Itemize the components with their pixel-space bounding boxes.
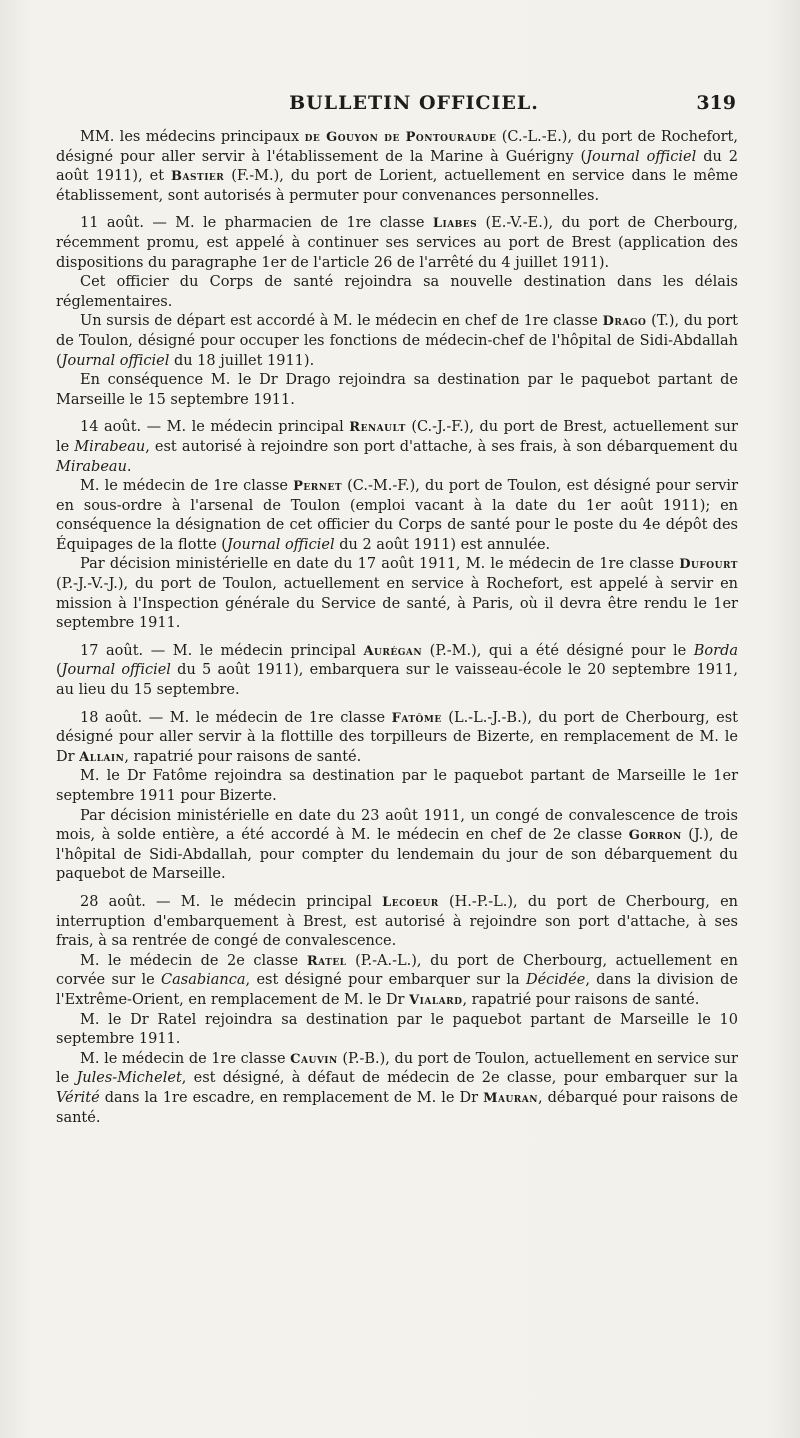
running-head: BULLETIN OFFICIEL. (289, 92, 539, 114)
paragraph (56, 273, 738, 312)
paragraph (56, 418, 738, 477)
text-run: du 5 août 1911), embarquera sur le vaisseau-école le 20 septembre 1911, au lieu du 15 septembre. (56, 662, 738, 699)
text-run: Cet officier du Corps de santé rejoindra sa nouvelle destination dans les délais réglementaires. (56, 274, 738, 310)
paragraph (56, 555, 738, 633)
paragraph (56, 767, 738, 806)
person-name: Pernet (293, 479, 343, 495)
person-name: Cauvin (290, 1051, 338, 1067)
text-run: En conséquence M. le Dr Drago rejoindra sa destination par le paquebot partant de Marseille le 15 septembre 1911. (56, 372, 738, 408)
text-run: M. le médecin de 1re classe (80, 478, 294, 495)
person-name: Vialard (409, 992, 463, 1008)
paragraph (56, 709, 738, 768)
text-run: , débarqué pour raisons de santé. (56, 1089, 738, 1126)
italic-title: Journal officiel (61, 662, 171, 679)
text-run: , est désigné pour embarquer sur la (245, 972, 526, 989)
text-run: , rapatrié pour raisons de santé. (462, 991, 700, 1008)
person-name: Lecoeur (382, 894, 439, 910)
document-body (56, 128, 738, 1128)
text-run: (P.-M.), qui a été désigné pour le (422, 642, 694, 659)
text-run: Par décision ministérielle en date du 23 août 1911, un congé de convalescence de trois mois, à solde entière, a été accordé à M. le médecin en chef de 2e classe (56, 807, 738, 844)
person-name: Drago (602, 314, 647, 330)
text-run: MM. les médecins principaux (80, 129, 305, 145)
person-name: Allain (79, 749, 125, 765)
text-run: 14 août. — M. le médecin principal (80, 419, 350, 436)
person-name: Liabes (432, 216, 478, 232)
text-run: Par décision ministérielle en date du 17 août 1911, M. le médecin de 1re classe (80, 556, 680, 573)
paragraph (56, 1050, 738, 1128)
text-run: (L.-L.-J.-B.), du port de Cherbourg, est désigné pour aller servir à la flottille des torpilleurs de Bizerte, en remplacement de M. le Dr (56, 709, 738, 765)
person-name: Aurégan (363, 643, 423, 659)
paragraph (56, 893, 738, 952)
text-run: (F.-M.), du port de Lorient, actuellement en service dans le même établissement, sont autorisés à permuter pour convenances personnelles. (56, 168, 738, 204)
text-run: M. le Dr Ratel rejoindra sa destination par le paquebot partant de Marseille le 10 septembre 1911. (56, 1011, 738, 1048)
text-run: , est désigné, à défaut de médecin de 2e classe, pour embarquer sur la (181, 1070, 738, 1087)
text-run: (C.-J.-F.), du port de Brest, actuellement sur le (56, 419, 738, 455)
text-run: 11 août. — M. le pharmacien de 1re classe (80, 215, 433, 232)
text-run: Un sursis de départ est accordé à M. le médecin en chef de 1re classe (80, 313, 603, 330)
italic-title: Décidée (525, 972, 586, 989)
person-name: Ratel (306, 953, 347, 969)
text-run: M. le médecin de 1re classe (80, 1050, 291, 1067)
paragraph (56, 952, 738, 1011)
text-run: (C.-M.-F.), du port de Toulon, est désigné pour servir en sous-ordre à l'arsenal de Toulon (emploi vacant à la date du 1er août 1911); en conséquence la désignation de cet officier du Corps de santé pour le poste du 4e dépôt des Équipages de la flotte ( (56, 478, 738, 553)
page-number: 319 (696, 92, 736, 114)
italic-title: Vérité (56, 1089, 100, 1106)
paragraph (56, 477, 738, 555)
text-run: (T.), du port de Toulon, désigné pour occuper les fonctions de médecin-chef de l'hôpital de Sidi-Abdallah ( (56, 313, 738, 369)
page-header (92, 92, 736, 118)
text-run: dans la 1re escadre, en remplacement de M. le Dr (99, 1089, 484, 1106)
paragraph (56, 642, 738, 701)
italic-title: Journal officiel (61, 352, 170, 369)
person-name: de Gouyon de Pontouraude (304, 130, 497, 145)
text-run: M. le médecin de 2e classe (80, 952, 307, 969)
text-run: (C.-L.-E.), du port de Rochefort, désigné pour aller servir à l'établissement de la Marine à Guérigny ( (56, 129, 738, 165)
italic-title: Mirabeau (56, 458, 127, 475)
person-name: Mauran (483, 1090, 538, 1106)
person-name: Dufourt (679, 557, 738, 573)
text-run: (H.-P.-L.), du port de Cherbourg, en interruption d'embarquement à Brest, est autorisé à rejoindre son port d'attache, à ses frais, à sa rentrée de congé de convalescence. (56, 893, 738, 950)
text-run: du 18 juillet 1911). (169, 352, 315, 369)
text-run: (P.-J.-V.-J.), du port de Toulon, actuellement en service à Rochefort, est appelé à servir en mission à l'Inspection générale du Service de santé, à Paris, où il devra être rendu le 1er septembre 1911. (56, 576, 738, 632)
paragraph (56, 807, 738, 885)
text-run: , rapatrié pour raisons de santé. (124, 748, 362, 765)
paragraph (56, 1011, 738, 1050)
italic-title: Jules-Michelet (76, 1070, 182, 1087)
italic-title: Mirabeau (74, 438, 146, 455)
italic-title: Casabianca (161, 972, 246, 989)
person-name: Fatôme (391, 710, 442, 726)
italic-title: Journal officiel (586, 148, 697, 165)
text-run: ( (56, 662, 62, 679)
person-name: Bastier (171, 169, 225, 185)
text-run: (P.-B.), du port de Toulon, actuellement en service sur le (56, 1050, 738, 1087)
text-run: , est autorisé à rejoindre son port d'attache, à ses frais, à son débarquement du (145, 438, 739, 455)
text-run: du 2 août 1911) est annulée. (334, 536, 551, 553)
paragraph (56, 312, 738, 371)
paragraph (56, 128, 738, 206)
text-run: 28 août. — M. le médecin principal (80, 893, 383, 910)
paragraph (56, 214, 738, 273)
text-run: (P.-A.-L.), du port de Cherbourg, actuellement en corvée sur le (56, 952, 739, 989)
italic-title: Journal officiel (226, 536, 335, 553)
text-run: , dans la division de l'Extrême-Orient, en remplacement de M. le Dr (56, 972, 738, 1008)
text-run: 17 août. — M. le médecin principal (80, 642, 364, 659)
text-run: 18 août. — M. le médecin de 1re classe (80, 709, 392, 726)
italic-title: Borda (693, 642, 738, 659)
text-run: . (126, 458, 132, 475)
person-name: Gorron (628, 828, 682, 844)
text-run: du 2 août 1911), et (56, 148, 738, 185)
paragraph (56, 371, 738, 410)
text-run: (J.), de l'hôpital de Sidi-Abdallah, pour compter du lendemain du jour de son débarquement du paquebot de Marseille. (56, 827, 738, 883)
person-name: Renault (349, 420, 406, 436)
text-run: (E.-V.-E.), du port de Cherbourg, récemment promu, est appelé à continuer ses services au port de Brest (application des dispositions du paragraphe 1er de l'article 26 de l'arrêté du 4 juillet 1911). (56, 215, 738, 271)
text-run: M. le Dr Fatôme rejoindra sa destination par le paquebot partant de Marseille le 1er septembre 1911 pour Bizerte. (56, 768, 738, 804)
